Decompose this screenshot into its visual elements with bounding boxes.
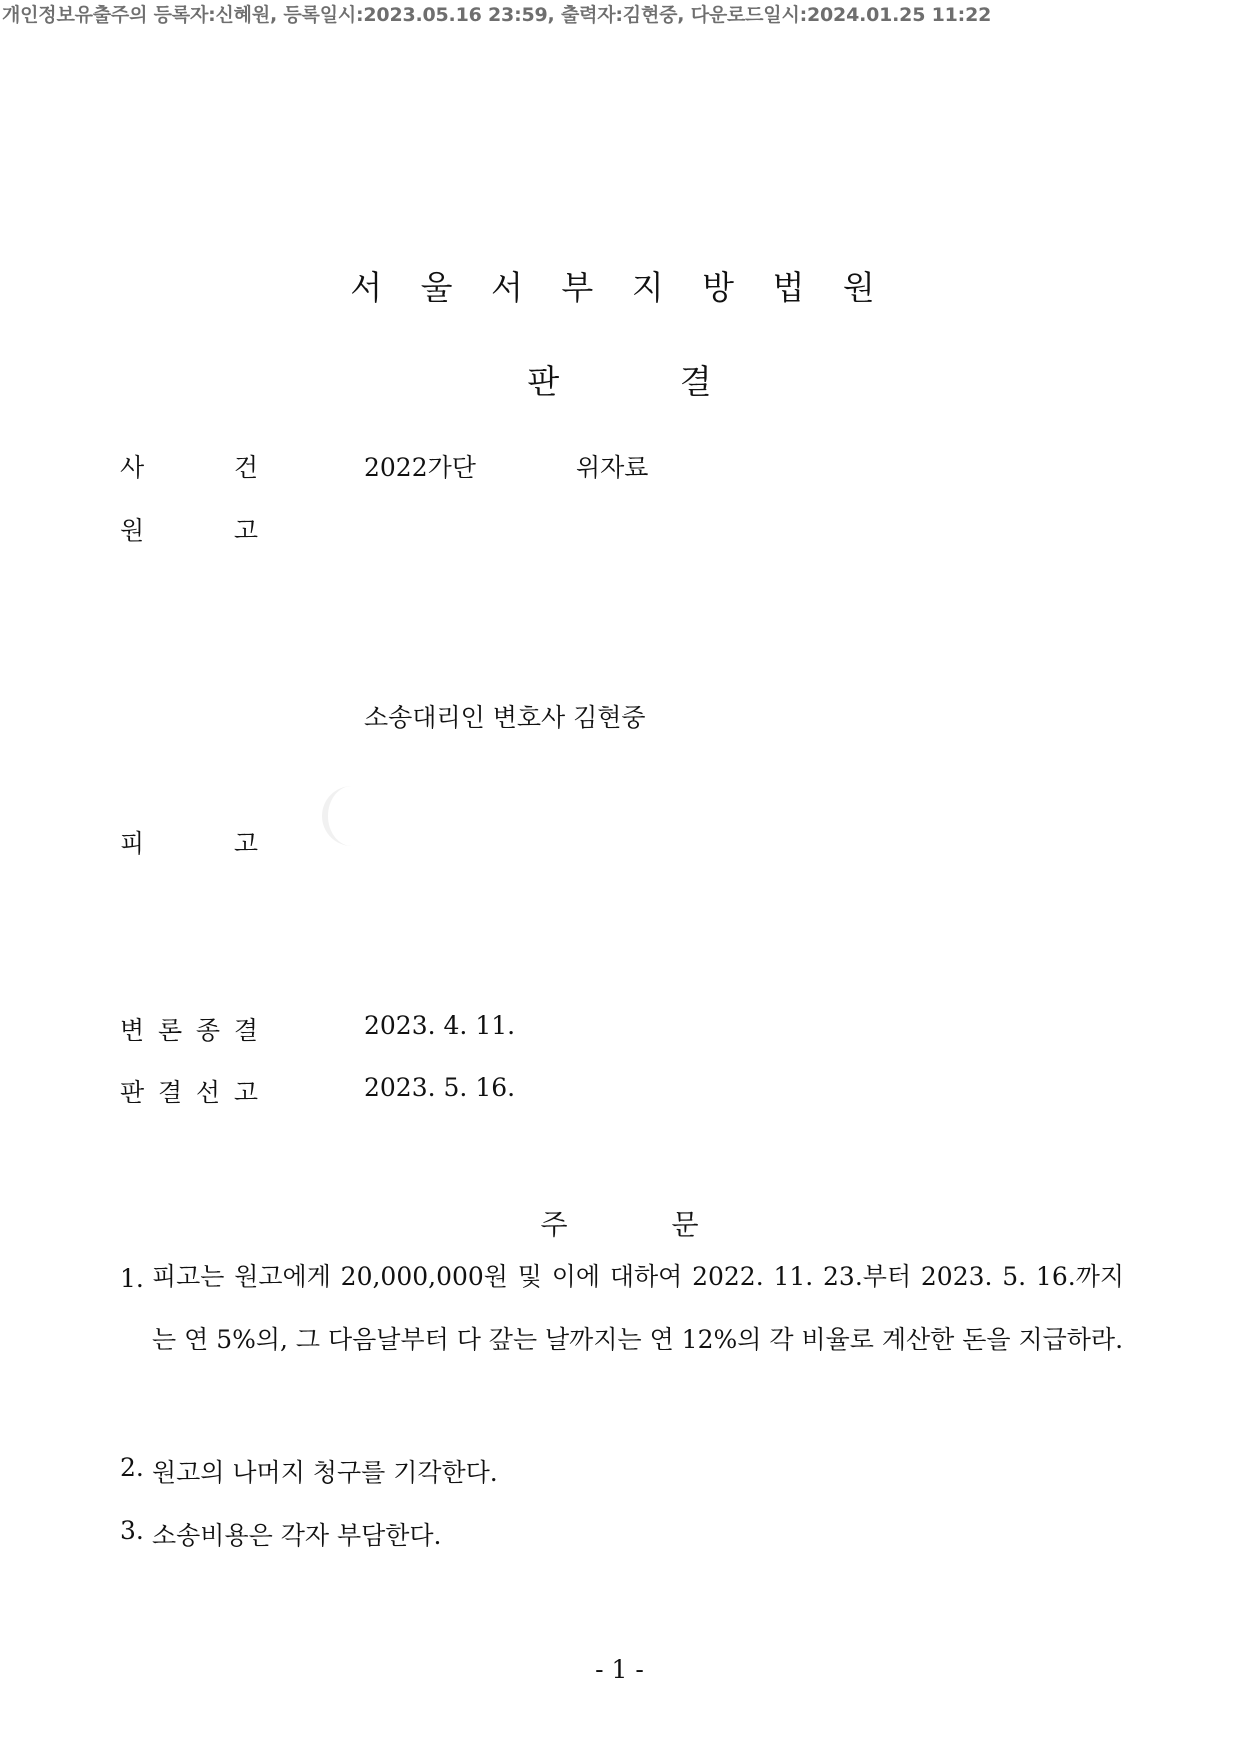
- case-label-char: 건: [233, 453, 258, 482]
- plaintiff-label-char: 고: [233, 516, 258, 545]
- sentencing-label-char: 고: [233, 1078, 258, 1107]
- defendant-label-char: 고: [233, 829, 258, 858]
- case-number: 2022가단: [364, 453, 476, 482]
- case-name: 위자료: [576, 453, 649, 482]
- watermark-mark: [322, 786, 358, 846]
- closing-label-char: 종: [195, 1016, 221, 1045]
- page-number: - 1 -: [595, 1655, 644, 1684]
- defendant-label: [120, 824, 258, 860]
- order-text: 원고의 나머지 청구를 기각한다.: [152, 1458, 498, 1487]
- court-name: 서 울 서 부 지 방 법 원: [350, 268, 889, 307]
- order-number: 3.: [120, 1516, 144, 1545]
- case-label-char: 사: [120, 453, 145, 482]
- sentencing-label-char: 판: [120, 1078, 145, 1107]
- sentencing-date: 2023. 5. 16.: [364, 1073, 516, 1102]
- order-section-title: 주 문: [540, 1208, 699, 1241]
- plaintiff-label: [120, 511, 258, 547]
- order-number: 1.: [120, 1264, 144, 1293]
- download-notice-header: 개인정보유출주의 등록자:신혜원, 등록일시:2023.05.16 23:59, 출력자:김현중, 다운로드일시:2024.01.25 11:22: [2, 4, 992, 26]
- order-item: [120, 1264, 1124, 1454]
- plaintiff-attorney: 소송대리인 변호사 김현중: [364, 703, 646, 732]
- sentencing-label: [120, 1073, 258, 1109]
- order-text: 피고는 원고에게 20,000,000원 및 이에 대하여 2022. 11. 23.부터 2023. 5. 16.까지는 연 5%의, 그 다음날부터 다 갚는 날까지는 연 12%의 각 비율로 계산한 돈을 지급하라.: [152, 1262, 1124, 1354]
- sentencing-label-char: 결: [157, 1078, 183, 1107]
- closing-label-char: 론: [157, 1016, 183, 1045]
- closing-label-char: 결: [233, 1016, 258, 1045]
- case-label: [120, 448, 258, 484]
- closing-label-char: 변: [120, 1016, 145, 1045]
- order-text: 소송비용은 각자 부담한다.: [152, 1521, 442, 1550]
- order-number: 2.: [120, 1453, 144, 1482]
- document-type-title: 판 결: [527, 362, 712, 401]
- sentencing-label-char: 선: [195, 1078, 221, 1107]
- plaintiff-label-char: 원: [120, 516, 145, 545]
- closing-label: [120, 1011, 258, 1047]
- closing-date: 2023. 4. 11.: [364, 1011, 516, 1040]
- defendant-label-char: 피: [120, 829, 145, 858]
